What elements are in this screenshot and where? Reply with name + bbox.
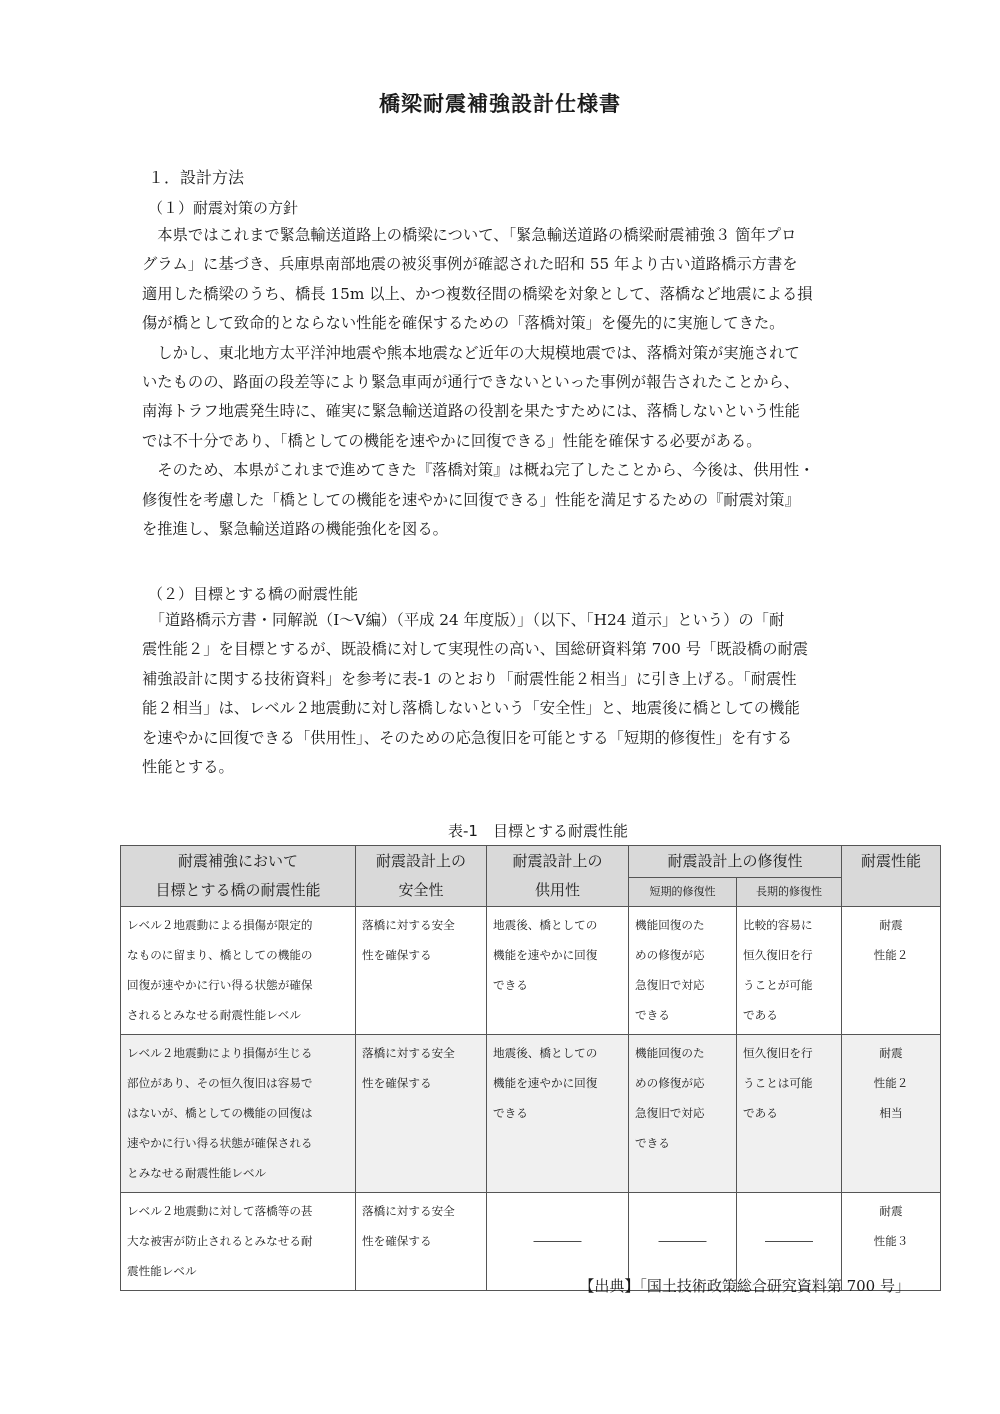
cell-text: 急復旧で対応 [635, 1106, 705, 1120]
cell-text: なものに留まり、橋としての機能の [127, 948, 313, 962]
cell-safety [356, 1193, 487, 1291]
text-line: 南海トラフ地震発生時に、確実に緊急輸送道路の役割を果たすためには、落橋しないという性能 [142, 402, 800, 421]
cell-text: である [743, 1106, 778, 1120]
cell-text: めの修復が応 [635, 1076, 705, 1090]
cell-text: はないが、橋としての機能の回復は [127, 1106, 313, 1120]
cell-text: できる [635, 1136, 670, 1150]
cell-short-term [629, 1035, 737, 1193]
header-text: 供用性 [534, 881, 580, 899]
cell-text: 機能を速やかに回復 [493, 948, 598, 962]
cell-goal [121, 1035, 356, 1193]
header-text: 安全性 [398, 881, 444, 899]
cell-text: 速やかに行い得る状態が確保される [127, 1136, 313, 1150]
text-line: を推進し、緊急輸送道路の機能強化を図る。 [142, 520, 448, 539]
cell-text: 性を確保する [362, 1076, 432, 1090]
cell-text: うことは可能 [743, 1076, 813, 1090]
cell-goal [121, 907, 356, 1035]
cell-performance [842, 907, 941, 1035]
cell-text: めの修復が応 [635, 948, 705, 962]
cell-text: 機能回復のた [635, 1046, 705, 1060]
text-line: 補強設計に関する技術資料」を参考に表-1 のとおり「耐震性能２相当」に引き上げる。「耐震性 [142, 669, 797, 688]
header-serviceability [487, 846, 629, 907]
cell-text: 恒久復旧を行 [743, 948, 813, 962]
text-line: 修復性を考慮した「橋としての機能を速やかに回復できる」性能を満足するための『耐震対策』 [142, 490, 800, 509]
text-line: 「道路橋示方書・同解説（Ⅰ～Ⅴ編）（平成 24 年度版）」（以下、「H24 道示」という）の「耐 [142, 611, 785, 629]
subsection-heading: （１）耐震対策の方針 [148, 199, 299, 217]
cell-text: 部位があり、その恒久復旧は容易で [127, 1076, 313, 1090]
cell-text: とみなせる耐震性能レベル [127, 1166, 267, 1180]
cell-text: 急復旧で対応 [635, 978, 705, 992]
cell-text: 落橋に対する安全 [362, 1204, 455, 1218]
cell-short-term [629, 907, 737, 1035]
cell-long-term: ―――― [737, 1193, 842, 1291]
cell-text: 恒久復旧を行 [743, 1046, 813, 1060]
header-text: 耐震設計上の [375, 852, 466, 870]
text-line: いたものの、路面の段差等により緊急車両が通行できないといった事例が報告されたことから、 [142, 373, 800, 392]
cell-text: 機能回復のた [635, 918, 705, 932]
header-safety [356, 846, 487, 907]
cell-text: 性能２ [873, 1076, 909, 1090]
cell-text: 比較的容易に [743, 918, 813, 932]
section-heading: １．設計方法 [148, 168, 245, 187]
cell-safety [356, 1035, 487, 1193]
cell-text: レベル２地震動により損傷が生じる [127, 1046, 313, 1060]
header-text: 目標とする橋の耐震性能 [155, 881, 321, 899]
paragraph-target-performance [142, 606, 918, 782]
cell-short-term: ―――― [629, 1193, 737, 1291]
cell-text: 回復が速やかに行い得る状態が確保 [127, 978, 313, 992]
header-text: 耐震設計上の [512, 852, 603, 870]
table-row [121, 907, 941, 1035]
text-line: グラム」に基づき、兵庫県南部地震の被災事例が確認された昭和 55 年より古い道路橋示方書を [142, 255, 798, 274]
text-line: 能２相当」は、レベル２地震動に対し落橋しないという「安全性」と、地震後に橋としての機能 [142, 699, 800, 718]
cell-text: 性を確保する [362, 1234, 432, 1248]
cell-text: 耐震 [879, 1204, 903, 1218]
header-performance: 耐震性能 [842, 846, 941, 907]
paragraph-seismic-policy [142, 221, 918, 544]
text-line: 適用した橋梁のうち、橋長 15m 以上、かつ複数径間の橋梁を対象として、落橋など地震による損 [142, 284, 813, 303]
cell-long-term [737, 907, 842, 1035]
text-line: しかし、東北地方太平洋沖地震や熊本地震など近年の大規模地震では、落橋対策が実施されて [142, 343, 800, 362]
cell-text: 耐震 [879, 1046, 903, 1060]
cell-text: 機能を速やかに回復 [493, 1076, 598, 1090]
cell-text: 相当 [879, 1106, 903, 1120]
header-goal [121, 846, 356, 907]
header-repairability: 耐震設計上の修復性 [629, 846, 842, 878]
document-title: 橋梁耐震補強設計仕様書 [379, 92, 621, 116]
cell-text: 大な被害が防止されるとみなせる耐 [127, 1234, 313, 1248]
cell-text: 性能２ [873, 948, 909, 962]
table-caption: 表-1 目標とする耐震性能 [448, 822, 628, 840]
cell-text: されるとみなせる耐震性能レベル [127, 1008, 301, 1022]
cell-text: レベル２地震動による損傷が限定的 [127, 918, 313, 932]
table-row [121, 1035, 941, 1193]
cell-text: できる [493, 978, 528, 992]
header-text: 耐震補強において [177, 852, 298, 870]
cell-text: 性を確保する [362, 948, 432, 962]
text-line: 本県ではこれまで緊急輸送道路上の橋梁について、「緊急輸送道路の橋梁耐震補強３ 箇年プロ [142, 226, 797, 244]
cell-serviceability [487, 1035, 629, 1193]
cell-text: できる [493, 1106, 528, 1120]
cell-text: 地震後、橋としての [493, 1046, 598, 1060]
cell-safety [356, 907, 487, 1035]
cell-text: 落橋に対する安全 [362, 918, 455, 932]
text-line: では不十分であり、「橋としての機能を速やかに回復できる」性能を確保する必要がある。 [142, 431, 762, 450]
cell-goal [121, 1193, 356, 1291]
text-line: 震性能２」を目標とするが、既設橋に対して実現性の高い、国総研資料第 700 号「既設橋の耐震 [142, 640, 809, 659]
cell-text: 性能３ [873, 1234, 909, 1248]
cell-performance [842, 1035, 941, 1193]
text-line: そのため、本県がこれまで進めてきた『落橋対策』は概ね完了したことから、今後は、供用性・ [142, 461, 815, 480]
cell-text: 耐震 [879, 918, 903, 932]
cell-text: うことが可能 [743, 978, 813, 992]
text-line: を速やかに回復できる「供用性」、そのための応急復旧を可能とする「短期的修復性」を有する [142, 728, 793, 747]
cell-text: レベル２地震動に対して落橋等の甚 [127, 1204, 313, 1218]
header-long-term: 長期的修復性 [737, 878, 842, 907]
cell-serviceability [487, 907, 629, 1035]
seismic-performance-table [120, 845, 941, 1291]
cell-serviceability: ―――― [487, 1193, 629, 1291]
cell-text: 落橋に対する安全 [362, 1046, 455, 1060]
cell-text: できる [635, 1008, 670, 1022]
source-citation: 【出典】「国土技術政策総合研究資料第 700 号」 [579, 1277, 910, 1295]
text-line: 性能とする。 [142, 758, 234, 777]
header-short-term: 短期的修復性 [629, 878, 737, 907]
cell-long-term [737, 1035, 842, 1193]
cell-text: である [743, 1008, 778, 1022]
text-line: 傷が橋として致命的とならない性能を確保するための「落橋対策」を優先的に実施してきた。 [142, 314, 785, 333]
cell-text: 震性能レベル [127, 1264, 197, 1278]
subsection-heading: （２）目標とする橋の耐震性能 [148, 585, 359, 603]
cell-text: 地震後、橋としての [493, 918, 598, 932]
